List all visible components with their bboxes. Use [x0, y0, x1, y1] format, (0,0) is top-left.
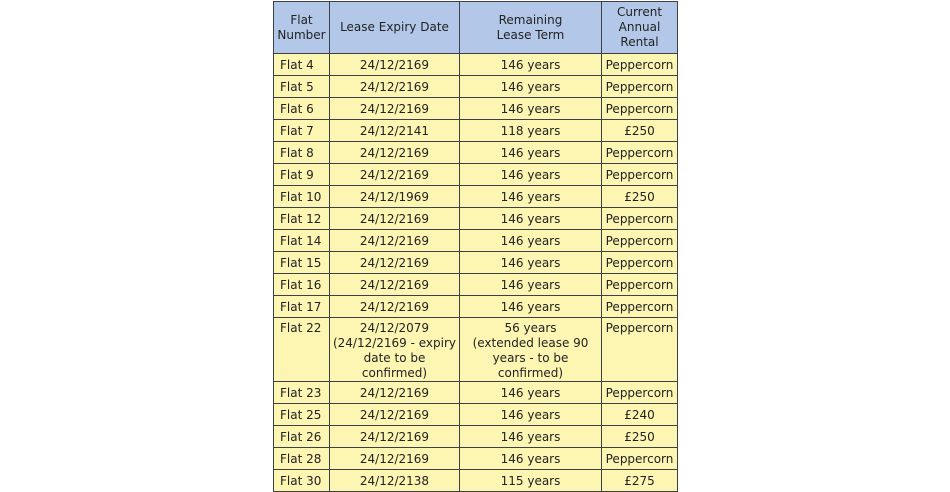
cell-lease-expiry-date: [330, 230, 460, 252]
cell-current-annual-rental: Peppercorn: [602, 142, 678, 164]
header-flat-number: [274, 2, 330, 54]
cell-flat-number: Flat 6: [274, 98, 330, 120]
cell-lease-expiry-date: [330, 120, 460, 142]
header-text: Annual: [618, 20, 661, 34]
cell-lease-expiry-date: [330, 318, 460, 382]
cell-current-annual-rental: £240: [602, 404, 678, 426]
expiry-text: 24/12/2169: [359, 429, 430, 444]
term-text: 146 years: [500, 299, 561, 314]
table-row: [274, 252, 678, 274]
cell-lease-expiry-date: [330, 296, 460, 318]
term-text: 146 years: [500, 189, 561, 204]
cell-remaining-lease-term: [460, 76, 602, 98]
cell-current-annual-rental: £275: [602, 470, 678, 492]
cell-remaining-lease-term: [460, 142, 602, 164]
term-text: 115 years: [500, 473, 561, 488]
cell-remaining-lease-term: [460, 208, 602, 230]
expiry-text: 24/12/2169: [359, 407, 430, 422]
cell-current-annual-rental: Peppercorn: [602, 164, 678, 186]
cell-lease-expiry-date: [330, 382, 460, 404]
header-text: Number: [277, 27, 326, 42]
table-row: [274, 404, 678, 426]
cell-lease-expiry-date: [330, 208, 460, 230]
expiry-text: 24/12/2169: [359, 385, 430, 400]
cell-lease-expiry-date: [330, 98, 460, 120]
table-row: [274, 426, 678, 448]
table-row: [274, 142, 678, 164]
cell-current-annual-rental: Peppercorn: [602, 252, 678, 274]
cell-current-annual-rental: £250: [602, 186, 678, 208]
header-text: Current: [616, 5, 663, 19]
table-row: [274, 186, 678, 208]
term-text: 146 years: [500, 101, 561, 116]
cell-remaining-lease-term: [460, 274, 602, 296]
table-row: [274, 54, 678, 76]
cell-flat-number: Flat 22: [274, 318, 330, 382]
term-text: 146 years: [500, 385, 561, 400]
cell-remaining-lease-term: [460, 382, 602, 404]
expiry-text: 24/12/2169: [359, 57, 430, 72]
table-row: [274, 98, 678, 120]
expiry-text: 24/12/2169: [359, 145, 430, 160]
table-row: [274, 164, 678, 186]
cell-current-annual-rental: Peppercorn: [602, 98, 678, 120]
table-header: [274, 2, 678, 54]
cell-current-annual-rental: Peppercorn: [602, 318, 678, 382]
cell-remaining-lease-term: [460, 448, 602, 470]
cell-flat-number: Flat 26: [274, 426, 330, 448]
expiry-text: 24/12/2138: [359, 473, 430, 488]
cell-remaining-lease-term: [460, 426, 602, 448]
cell-lease-expiry-date: [330, 142, 460, 164]
lease-schedule-table: [273, 1, 678, 492]
cell-flat-number: Flat 14: [274, 230, 330, 252]
table-row: [274, 470, 678, 492]
term-text: 146 years: [500, 255, 561, 270]
cell-flat-number: Flat 10: [274, 186, 330, 208]
term-text: 146 years: [500, 429, 561, 444]
cell-lease-expiry-date: [330, 252, 460, 274]
header-text: Lease Term: [496, 27, 565, 42]
header-text: Rental: [620, 35, 659, 49]
cell-remaining-lease-term: [460, 164, 602, 186]
cell-flat-number: Flat 9: [274, 164, 330, 186]
cell-lease-expiry-date: [330, 448, 460, 470]
cell-current-annual-rental: £250: [602, 120, 678, 142]
cell-lease-expiry-date: [330, 470, 460, 492]
table-row: [274, 448, 678, 470]
table-row: [274, 274, 678, 296]
header-remaining-lease-term: [460, 2, 602, 54]
cell-flat-number: Flat 17: [274, 296, 330, 318]
term-text: 146 years: [500, 79, 561, 94]
cell-lease-expiry-date: [330, 274, 460, 296]
term-text: 146 years: [500, 211, 561, 226]
cell-flat-number: Flat 5: [274, 76, 330, 98]
expiry-text: 24/12/2079: [359, 321, 430, 335]
expiry-text: 24/12/2169: [359, 277, 430, 292]
cell-flat-number: Flat 30: [274, 470, 330, 492]
cell-remaining-lease-term: [460, 54, 602, 76]
expiry-text: 24/12/2169: [359, 233, 430, 248]
table-row: [274, 230, 678, 252]
cell-remaining-lease-term: [460, 318, 602, 382]
cell-flat-number: Flat 25: [274, 404, 330, 426]
expiry-text: 24/12/2169: [359, 255, 430, 270]
term-text: 146 years: [500, 233, 561, 248]
cell-remaining-lease-term: [460, 404, 602, 426]
expiry-text: date to be confirmed): [361, 351, 428, 380]
cell-remaining-lease-term: [460, 120, 602, 142]
expiry-text: 24/12/2169: [359, 299, 430, 314]
cell-current-annual-rental: Peppercorn: [602, 54, 678, 76]
header-lease-expiry-date: [330, 2, 460, 54]
cell-flat-number: Flat 4: [274, 54, 330, 76]
term-text: 146 years: [500, 167, 561, 182]
cell-remaining-lease-term: [460, 230, 602, 252]
cell-lease-expiry-date: [330, 404, 460, 426]
cell-lease-expiry-date: [330, 426, 460, 448]
term-text: 146 years: [500, 57, 561, 72]
cell-remaining-lease-term: [460, 296, 602, 318]
lease-table-container: [273, 1, 678, 492]
header-text: Lease Expiry Date: [340, 20, 449, 34]
expiry-text: 24/12/2169: [359, 101, 430, 116]
cell-flat-number: Flat 23: [274, 382, 330, 404]
term-text: 146 years: [500, 145, 561, 160]
table-row: [274, 318, 678, 382]
cell-lease-expiry-date: [330, 186, 460, 208]
cell-current-annual-rental: Peppercorn: [602, 230, 678, 252]
cell-remaining-lease-term: [460, 186, 602, 208]
term-text: years - to be confirmed): [492, 351, 569, 380]
expiry-text: 24/12/2169: [359, 167, 430, 182]
cell-current-annual-rental: Peppercorn: [602, 208, 678, 230]
expiry-text: 24/12/2169: [359, 79, 430, 94]
expiry-text: (24/12/2169 - expiry: [332, 336, 457, 350]
expiry-text: 24/12/2141: [359, 123, 430, 138]
cell-flat-number: Flat 16: [274, 274, 330, 296]
cell-current-annual-rental: Peppercorn: [602, 448, 678, 470]
term-text: 146 years: [500, 277, 561, 292]
expiry-text: 24/12/2169: [359, 211, 430, 226]
cell-current-annual-rental: Peppercorn: [602, 76, 678, 98]
cell-current-annual-rental: Peppercorn: [602, 274, 678, 296]
table-row: [274, 382, 678, 404]
table-row: [274, 76, 678, 98]
table-row: [274, 208, 678, 230]
header-text: Remaining: [498, 12, 563, 27]
cell-flat-number: Flat 15: [274, 252, 330, 274]
header-row: [274, 2, 678, 54]
cell-flat-number: Flat 12: [274, 208, 330, 230]
cell-remaining-lease-term: [460, 98, 602, 120]
cell-lease-expiry-date: [330, 76, 460, 98]
cell-remaining-lease-term: [460, 470, 602, 492]
term-text: 118 years: [500, 123, 561, 138]
table-row: [274, 120, 678, 142]
header-current-annual-rental: [602, 2, 678, 54]
cell-current-annual-rental: Peppercorn: [602, 382, 678, 404]
expiry-text: 24/12/1969: [359, 189, 430, 204]
cell-flat-number: Flat 8: [274, 142, 330, 164]
term-text: 56 years: [504, 321, 557, 335]
cell-flat-number: Flat 28: [274, 448, 330, 470]
term-text: 146 years: [500, 451, 561, 466]
expiry-text: 24/12/2169: [359, 451, 430, 466]
cell-lease-expiry-date: [330, 54, 460, 76]
term-text: (extended lease 90: [472, 336, 589, 350]
cell-current-annual-rental: Peppercorn: [602, 296, 678, 318]
cell-remaining-lease-term: [460, 252, 602, 274]
table-row: [274, 296, 678, 318]
table-body: [274, 54, 678, 492]
term-text: 146 years: [500, 407, 561, 422]
cell-flat-number: Flat 7: [274, 120, 330, 142]
cell-lease-expiry-date: [330, 164, 460, 186]
header-text: Flat: [290, 12, 313, 27]
cell-current-annual-rental: £250: [602, 426, 678, 448]
